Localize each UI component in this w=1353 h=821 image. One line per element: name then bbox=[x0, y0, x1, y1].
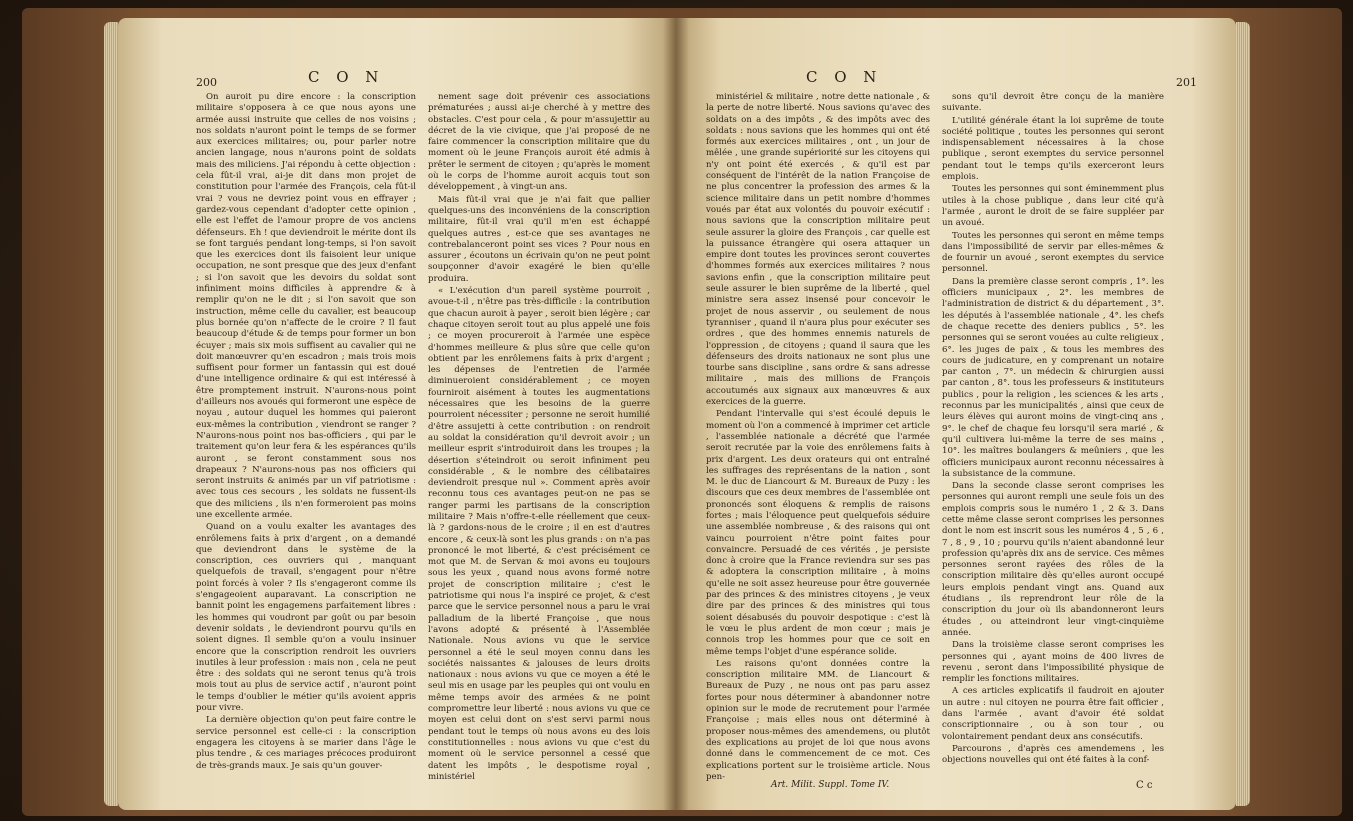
paragraph: Mais fût-il vrai que je n'ai fait que pallier quelques-uns des inconvéniens de la conscription militaire, fût-il vrai qu'il m'en est échappé quelques autres , est-ce que ses avantages ne contrebalanceront point ses vices ? Pour nous en assurer , écoutons un écrivain qu'on ne peut point soupçonner d'avoir exagéré le bien qu'elle produira. bbox=[428, 194, 650, 284]
right-column-1 bbox=[706, 92, 930, 782]
paragraph: La dernière objection qu'on peut faire contre le service personnel est celle-ci : la conscription engagera les citoyens à se marier dans l'âge le plus tendre , & ces mariages précoces produiront de très-grands maux. Je sais qu'un gouver- bbox=[196, 715, 416, 771]
paragraph: A ces articles explicatifs il faudroit en ajouter un autre : nul citoyen ne pourra être fait officier , dans l'armée , avant d'avoir été soldat conscriptionnaire , ou à son tour , ou volontairement pendant deux ans consécutifs. bbox=[942, 686, 1164, 742]
left-page-number: 200 bbox=[196, 76, 217, 89]
signature-mark: C c bbox=[1136, 780, 1153, 791]
paragraph: Parcourons , d'après ces amendemens , les objections nouvelles qui ont été faites à la conf- bbox=[942, 743, 1164, 766]
page-edges-left bbox=[104, 22, 118, 806]
paragraph: nement sage doit prévenir ces associations prématurées ; aussi ai-je cherché à y mettre des obstacles. C'est pour cela , & pour m'assujettir au décret de la vie civique, que j'ai proposé de ne faire commencer la conscription militaire que du moment où le jeune François auroit été admis à prêter le serment de citoyen ; qu'après le moment où le corps de l'homme auroit acquis tout son développement , à vingt-un ans. bbox=[428, 92, 650, 193]
paragraph: « L'exécution d'un pareil système pourroit , avoue-t-il , n'être pas très-difficile : la contribution que chacun auroit à payer , seroit bien légère ; car chaque citoyen seroit tout au plus appelé une fois ; ce moyen procureroit à l'armée une espèce d'hommes meilleure & plus sûre que celle qu'on obtient par les enrôlemens faits à prix d'argent ; les dépenses de l'entretien de l'armée diminueroient considérablement ; ce moyen fourniroit aisément à toutes les augmentations nécessaires que les besoins de la guerre pourroient nécessiter ; personne ne seroit humilié d'être assujetti à cette contribution : on rendroit au soldat la considération qu'il devroit avoir ; un meilleur esprit s'introduiroit dans les troupes ; la désertion s'éteindroit ou seroit infiniment peu considérable , & le nombre des célibataires deviendroit presque nul ». Comment après avoir reconnu tous ces avantages peut-on ne pas se ranger parmi les partisans de la conscription militaire ? Mais n'offre-t-elle réellement que ceux-là ? gardons-nous de le croire ; il en est d'autres encore , & ceux-là sont les plus grands : on n'a pas prononcé le mot liberté, & c'est précisément ce mot que M. de Servan & moi avons eu toujours sous les yeux , quand nous avons formé notre projet de conscription militaire ; c'est le patriotisme qui nous l'a inspiré ce projet, & c'est parce que le service personnel nous a paru le vrai palladium de la liberté Françoise , que nous l'avons adopté & présenté à l'Assemblée Nationale. Nous avions vu que le service personnel a été le seul moyen connu dans les sociétés naissantes & jalouses de leurs droits nationaux : nous avions vu que ce moyen a été le seul mis en usage par les peuples qui ont voulu en même temps avoir des armées & ne point compromettre leur liberté : nous avions vu que ce moyen est celui dont on s'est servi parmi nous pendant tout le temps où nous avons eu des lois constitutionnelles : nous avions vu que c'est du moment où le service personnel a cessé que datent les impôts , le despotisme royal , ministériel bbox=[428, 286, 650, 782]
left-column-2 bbox=[428, 92, 650, 797]
paragraph: sons qu'il devroit être conçu de la manière suivante. bbox=[942, 92, 1164, 114]
paragraph: Dans la troisième classe seront comprises les personnes qui , ayant moins de 400 livres de revenu , seront dans l'impossibilité physique de remplir les fonctions militaires. bbox=[942, 640, 1164, 685]
page-footer: Art. Milit. Suppl. Tome IV. bbox=[771, 780, 890, 790]
paragraph: Pendant l'intervalle qui s'est écoulé depuis le moment où l'on a commencé à imprimer cet article , l'assemblée nationale a décrété que l'armée seroit recrutée par la voie des enrôlemens faits à prix d'argent. Les deux orateurs qui ont entraîné les suffrages des représentans de la nation , sont M. le duc de Liancourt & M. Bureaux de Puzy : les discours que ces deux membres de l'assemblée ont prononcés sont éloquens & remplis de raisons fortes ; mais l'éloquence peut quelquefois séduire une assemblée nombreuse , & des raisons qui ont vaincu pourroient n'être point faites pour convaincre. Persuadé de ces vérités , je persiste donc à croire que la France reviendra sur ses pas & adoptera la conscription militaire , à moins qu'elle ne soit assez heureuse pour être gouvernée par des princes & des ministres citoyens , je veux dire par des princes & des ministres qui tous soient désabusés du pouvoir despotique : c'est là le vœu le plus ardent de mon cœur ; mais je connois trop les hommes pour que ce soit en même temps l'objet d'une espérance solide. bbox=[706, 409, 930, 657]
paragraph: Dans la seconde classe seront comprises les personnes qui auront rempli une seule fois un des emplois compris sous le numéro 1 , 2 & 3. Dans cette même classe seront comprises les personnes dont le nom est inscrit sous les numéros 4 , 5 , 6 , 7 , 8 , 9 , 10 ; pourvu qu'ils n'aient abandonné leur profession qu'après dix ans de service. Ces mêmes personnes seront rayées des rôles de la conscription militaire dès qu'elles auront occupé leurs emplois pendant vingt ans. Quand aux étudians , ils reprendront leur rôle de la conscription du jour où ils abandonneront leurs études , ou atteindront leur vingt-cinquième année. bbox=[942, 481, 1164, 638]
right-page bbox=[676, 18, 1236, 810]
paragraph: Toutes les personnes qui sont éminemment plus utiles à la chose publique , dans leur cité qu'à l'armée , auront le droit de se faire suppléer par un avoué. bbox=[942, 184, 1164, 229]
paragraph: Dans la première classe seront compris , 1°. les officiers municipaux , 2°. les membres de l'administration de district & du département , 3°. les députés à l'assemblée nationale , 4°. les chefs de chaque recette des deniers publics , 5°. les personnes qui se seront vouées au culte religieux , 6°. les juges de paix , & tous les membres des cours de judicature, en y comprenant un notaire par canton , 7°. un médecin & chirurgien aussi par canton , 8°. tous les professeurs & instituteurs publics , pour la religion , les sciences & les arts , reconnus par les municipalités , ainsi que ceux de leurs élèves qui auront moins de vingt-cinq ans , 9°. le chef de chaque feu lorsqu'il sera marié , & qu'il cultivera lui-même la terre de ses mains , 10°. les maîtres boulangers & meûniers , que les officiers municipaux auront reconnu nécessaires à la subsistance de la commune. bbox=[942, 276, 1164, 479]
left-column-1 bbox=[196, 92, 416, 797]
paragraph: Toutes les personnes qui seront en même temps dans l'impossibilité de servir par elles-mêmes & de fournir un avoué , seront exemptes du service personnel. bbox=[942, 230, 1164, 275]
right-page-number: 201 bbox=[1176, 76, 1197, 89]
paragraph: Les raisons qu'ont données contre la conscription militaire MM. de Liancourt & Bureaux de Puzy , ne nous ont pas paru assez fortes pour nous déterminer à abandonner notre opinion sur le mode de recrutement pour l'armée Françoise ; mais elles nous ont déterminé à proposer nous-mêmes des amendemens, ou plutôt des explications au projet de loi que nous avons donné dans le commencement de ce mot. Ces explications portent sur le troisième article. Nous pen- bbox=[706, 658, 930, 782]
right-column-2 bbox=[942, 92, 1164, 772]
paragraph: On auroit pu dire encore : la conscription militaire s'opposera à ce que nous ayons une armée aussi instruite que celles de nos voisins ; nos soldats n'auront point le temps de se former aux exercices militaires; ou, pour parler notre ancien langage, nous n'aurons point de soldats mais des miliciens. J'ai répondu à cette objection : cela fût-il vrai, ai-je dit dans mon projet de constitution pour l'armée des François, cela fût-il vrai ? vous ne devriez point vous en effrayer ; gardez-vous cependant d'adopter cette opinion , elle est l'effet de l'amour propre de vos anciens défenseurs. Eh ! que deviendroit le mérite dont ils se font targués pendant long-temps, si l'on savoit que les exercices dont ils faisoient leur unique occupation, ne sont presque que des jeux d'enfant ; si l'on savoit que les devoirs du soldat sont infiniment moins difficiles à apprendre & à remplir qu'on ne le dit ; si l'on savoit que son instruction, même celle du cavalier, est beaucoup plus bornée qu'on n'affecte de le croire ? Il faut beaucoup d'étude & de temps pour former un bon écuyer ; mais six mois suffisent au cavalier qui ne doit manœuvrer qu'en escadron ; mais trois mois suffisent pour former un fantassin qui est doué d'une intelligence ordinaire & qui est intéressé à être promptement instruit. N'aurons-nous point d'ailleurs nos avoués qui formeront une espèce de noyau , autour duquel les hommes qui paieront eux-mêmes la contribution , viendront se ranger ? N'aurons-nous point nos bas-officiers , qui par le traitement qu'on leur fera & les espérances qu'ils auront , se feront constamment sous nos drapeaux ? N'aurons-nous pas nos officiers qui seront instruits & animés par un vif patriotisme : avec tous ces secours , les soldats ne fussent-ils que des miliciens , ils n'en formeroient pas moins une excellente armée. bbox=[196, 92, 416, 520]
paragraph: L'utilité générale étant la loi suprême de toute société politique , toutes les personnes qui seront indispensablement nécessaires à la chose publique , seront exemptes du service personnel pendant tout le temps qu'ils exerceront leurs emplois. bbox=[942, 115, 1164, 183]
right-page-header: C O N bbox=[806, 68, 883, 86]
left-page bbox=[118, 18, 678, 810]
left-page-header: C O N bbox=[308, 68, 385, 86]
paragraph: ministériel & militaire , notre dette nationale , & la perte de notre liberté. Nous savions qu'avec des soldats on a des impôts , & des impôts avec des soldats : nous savions que les hommes qui ont été formés aux exercices militaires , ont , un jour de mêlée , une grande supériorité sur les citoyens qui n'y ont point été exercés , & qu'il est par conséquent de l'intérêt de la nation Françoise de ne plus concentrer la profession des armes & la science militaire dans un petit nombre d'hommes voués par état aux volontés du pouvoir exécutif : nous savions que la conscription militaire peut seule assurer la gloire des François , car quelle est la puissance étrangère qui osera attaquer un empire dont toutes les provinces seront couvertes d'hommes formés aux exercices militaires ? nous savions enfin , que la conscription militaire peut seule assurer le bien suprême de la liberté , quel ministre sera assez insensé pour concevoir le projet de nous asservir , ou seulement de nous tyranniser , quand il n'aura plus pour exécuter ses ordres , que des hommes ennemis naturels de l'oppression , de citoyens ; quand il saura que les défenseurs des droits nationaux ne sont plus une tourbe sans discipline , sans ordre & sans adresse militaire , mais des millions de François accoutumés aux signaux aux manœuvres & aux exercices de la guerre. bbox=[706, 92, 930, 408]
paragraph: Quand on a voulu exalter les avantages des enrôlemens faits à prix d'argent , on a demandé que deviendront dans le système de la conscription, ces ouvriers qui , manquant quelquefois de travail, s'engagent pour n'être point forcés à voler ? Ils s'engageront comme ils s'engageoient auparavant. La conscription ne bannit point les engagemens parfaitement libres : les hommes qui voudront par goût ou par besoin devenir soldats , le deviendront pourvu qu'ils en soient dignes. Il semble qu'on a voulu insinuer encore que la conscription rendroit les ouvriers inutiles à leur profession : mais non , cela ne peut être : des soldats qui ne seront tenus qu'à trois mois tout au plus de service actif , n'auront point le temps d'oublier le métier qu'ils avoient appris pour vivre. bbox=[196, 522, 416, 714]
book-gutter bbox=[663, 18, 689, 810]
page-edges-right bbox=[1236, 22, 1250, 806]
